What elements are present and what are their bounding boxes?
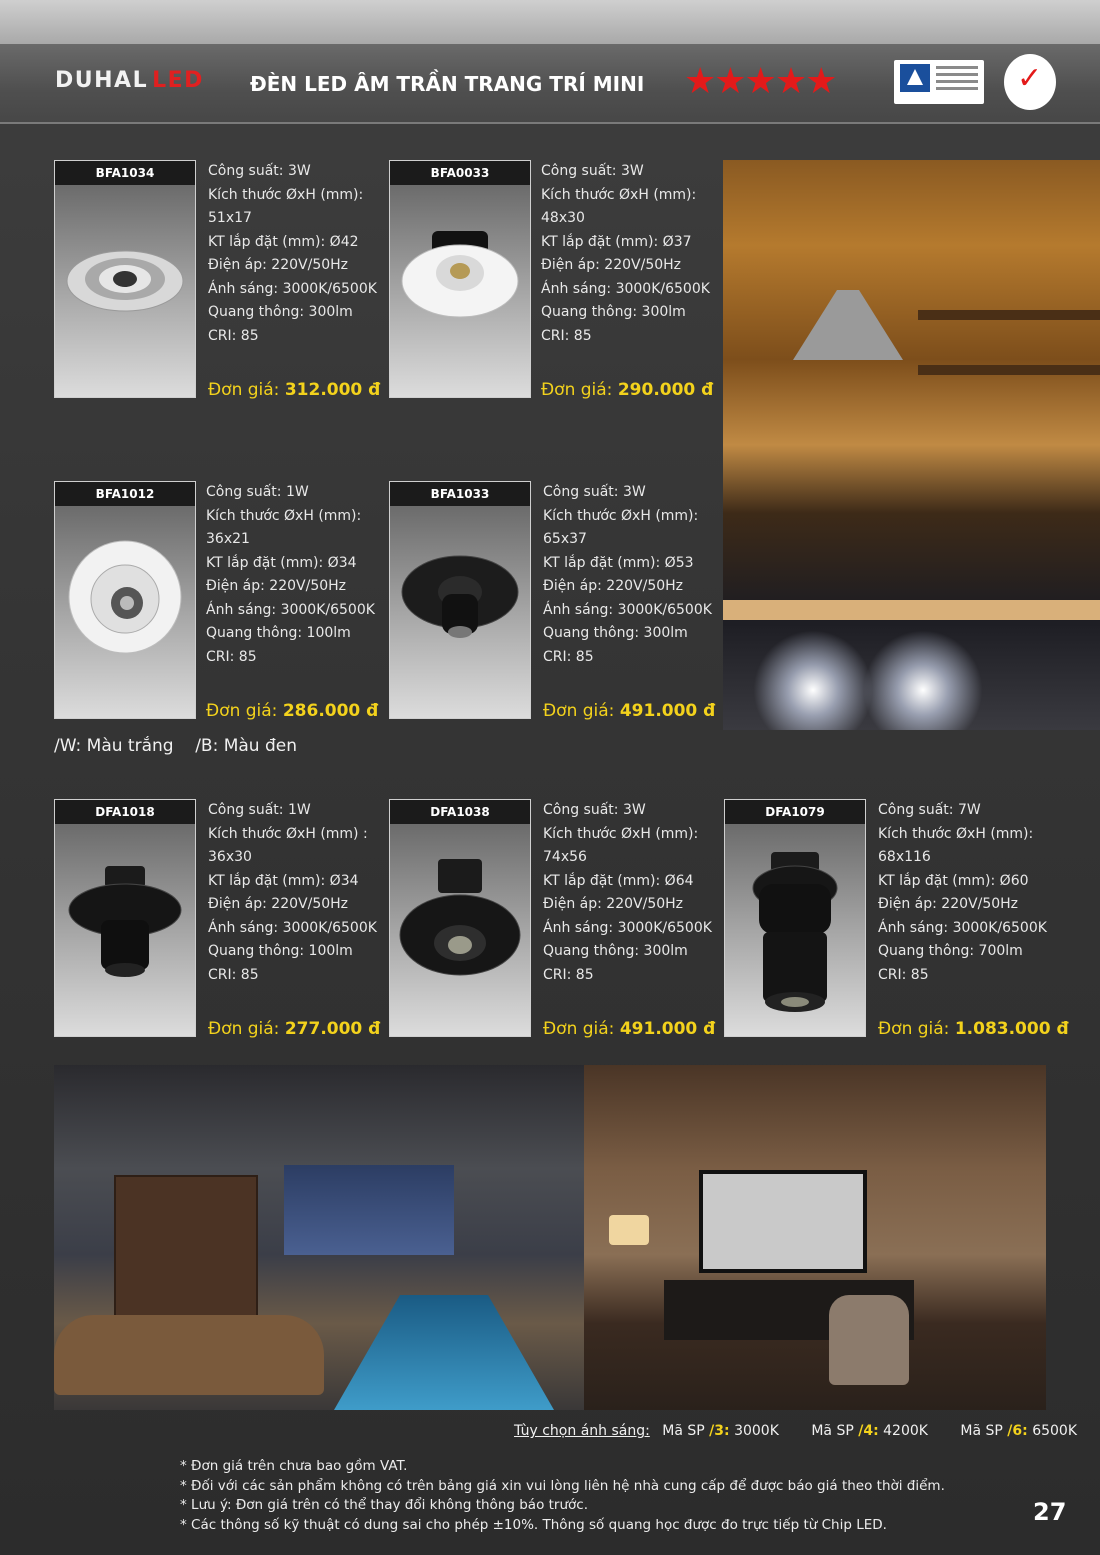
footnote: * Các thông số kỹ thuật có dung sai cho phép ±10%. Thông số quang học được đo trực tiếp từ Chip LED.	[180, 1516, 887, 1533]
product-specs: Công suất: 7W Kích thước ØxH (mm): 68x116 KT lắp đặt (mm): Ø60 Điện áp: 220V/50Hz Ánh sáng: 3000K/6500K Quang thông: 700lm CRI: 85	[878, 802, 1047, 983]
option-6500k: Mã SP /6: 6500K	[960, 1423, 1078, 1439]
page-header	[0, 44, 1100, 124]
product-code: BFA0033	[390, 161, 530, 185]
brand-logo: DUHAL LED	[55, 68, 204, 93]
product-price: Đơn giá: 1.083.000 đ	[878, 1019, 1069, 1039]
product-code: DFA1079	[725, 800, 865, 824]
product-price: Đơn giá: 491.000 đ	[543, 1019, 716, 1039]
product-image	[724, 799, 866, 1037]
product-price: Đơn giá: 290.000 đ	[541, 380, 714, 400]
product-code: DFA1018	[55, 800, 195, 824]
product-code: DFA1038	[390, 800, 530, 824]
product-price: Đơn giá: 491.000 đ	[543, 701, 716, 721]
living-room-pool-photo	[54, 1065, 584, 1410]
product-specs: Công suất: 3W Kích thước ØxH (mm): 74x56 KT lắp đặt (mm): Ø64 Điện áp: 220V/50Hz Ánh sáng: 3000K/6500K Quang thông: 300lm CRI: 85	[543, 802, 712, 983]
recessed-light-icon	[65, 537, 185, 657]
five-star-rating-icon: ★★★★★	[684, 61, 836, 102]
footnote: * Đơn giá trên chưa bao gồm VAT.	[180, 1458, 408, 1474]
top-strip	[0, 0, 1100, 44]
product-image	[389, 160, 531, 398]
footnotes	[180, 1457, 945, 1535]
page-title: ĐÈN LED ÂM TRẦN TRANG TRÍ MINI	[250, 72, 645, 96]
product-specs: Công suất: 1W Kích thước ØxH (mm) : 36x30 KT lắp đặt (mm): Ø34 Điện áp: 220V/50Hz Ánh sáng: 3000K/6500K Quang thông: 100lm CRI: 85	[208, 802, 377, 983]
product-image	[54, 799, 196, 1037]
quality-award-badge-icon: ✓	[1004, 54, 1056, 110]
light-options: Tùy chọn ánh sáng: Mã SP /3: 3000K Mã SP /4: 4200K Mã SP /6: 6500K	[514, 1423, 1078, 1439]
product-code: BFA1034	[55, 161, 195, 185]
option-3000k: Mã SP /3: 3000K	[662, 1423, 779, 1439]
color-variant-note: /W: Màu trắng /B: Màu đen	[54, 736, 297, 756]
tuv-certification-badge-icon	[894, 60, 984, 104]
footnote: * Đối với các sản phẩm không có trên bảng giá xin vui lòng liên hệ nhà cung cấp để được báo giá theo thời điểm.	[180, 1477, 945, 1494]
product-price: Đơn giá: 312.000 đ	[208, 380, 381, 400]
recessed-light-icon	[400, 552, 520, 652]
product-specs: Công suất: 1W Kích thước ØxH (mm): 36x21 KT lắp đặt (mm): Ø34 Điện áp: 220V/50Hz Ánh sáng: 3000K/6500K Quang thông: 100lm CRI: 85	[206, 484, 375, 665]
recessed-light-icon	[67, 860, 183, 990]
recessed-light-icon	[739, 848, 851, 1018]
recessed-light-icon	[65, 231, 185, 321]
recessed-light-icon	[398, 855, 522, 985]
option-4200k: Mã SP /4: 4200K	[811, 1423, 928, 1439]
product-image	[389, 799, 531, 1037]
product-specs: Công suất: 3W Kích thước ØxH (mm): 65x37 KT lắp đặt (mm): Ø53 Điện áp: 220V/50Hz Ánh sáng: 3000K/6500K Quang thông: 300lm CRI: 85	[543, 484, 712, 665]
product-image	[54, 160, 196, 398]
product-code: BFA1033	[390, 482, 530, 506]
footnote: * Lưu ý: Đơn giá trên có thể thay đổi không thông báo trước.	[180, 1497, 588, 1513]
product-price: Đơn giá: 286.000 đ	[206, 701, 379, 721]
product-image	[389, 481, 531, 719]
product-image	[54, 481, 196, 719]
product-specs: Công suất: 3W Kích thước ØxH (mm): 51x17 KT lắp đặt (mm): Ø42 Điện áp: 220V/50Hz Ánh sáng: 3000K/6500K Quang thông: 300lm CRI: 85	[208, 163, 377, 344]
product-code: BFA1012	[55, 482, 195, 506]
product-price: Đơn giá: 277.000 đ	[208, 1019, 381, 1039]
product-specs: Công suất: 3W Kích thước ØxH (mm): 48x30 KT lắp đặt (mm): Ø37 Điện áp: 220V/50Hz Ánh sáng: 3000K/6500K Quang thông: 300lm CRI: 85	[541, 163, 710, 344]
kitchen-photo	[723, 160, 1100, 730]
page-number: 27	[1033, 1498, 1067, 1526]
recessed-light-icon	[400, 221, 520, 321]
tv-room-photo	[584, 1065, 1046, 1410]
